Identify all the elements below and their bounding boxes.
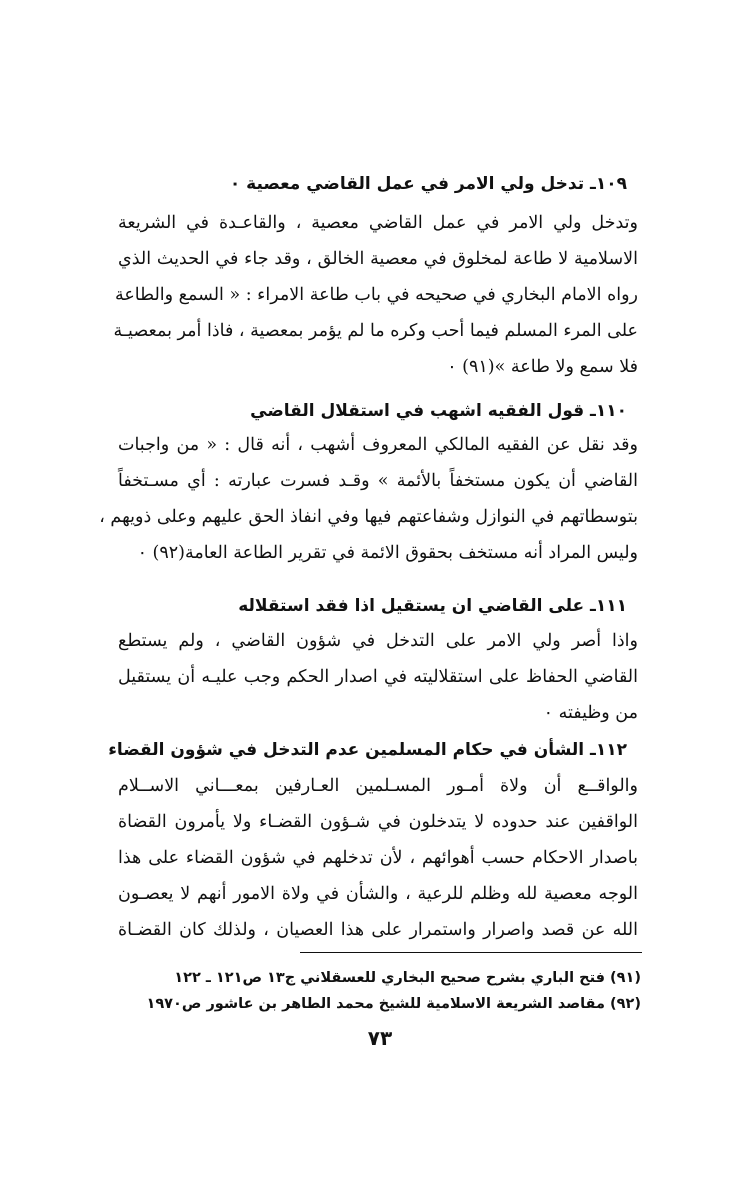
page-number: ٧٣ — [367, 1026, 393, 1050]
footnote-91: (٩١) فتح الباري بشرح صحيح البخاري للعسقلاني ج١٣ ص١٢١ ـ ١٢٢ — [174, 970, 641, 986]
section-body-111 — [118, 623, 638, 731]
section-body-110 — [99, 427, 638, 571]
section-body-112 — [118, 768, 638, 948]
text-line: واذا أصر ولي الامر على التدخل في شؤون القاضي ، ولم يستطع — [118, 631, 638, 651]
footnote-divider — [300, 952, 642, 953]
text-line: وليس المراد أنه مستخف بحقوق الائمة في تقرير الطاعة العامة(٩٢) ٠ — [137, 543, 638, 563]
footnote-92: (٩٢) مقاصد الشريعة الاسلامية للشيخ محمد الطاهر بن عاشور ص١٩٧٠ — [146, 996, 641, 1012]
text-line: على المرء المسلم فيما أحب وكره ما لم يؤمر بمعصية ، فاذا أمر بمعصيـة — [113, 321, 638, 341]
text-line: الله عن قصد واصرار واستمرار على هذا العصيان ، ولذلك كان القضـاة — [118, 920, 638, 940]
section-heading-110: ١١٠ـ قول الفقيه اشهب في استقلال القاضي — [250, 401, 627, 421]
text-line: الاسلامية لا طاعة لمخلوق في معصية الخالق ، وقد جاء في الحديث الذي — [118, 249, 638, 269]
text-line: فلا سمع ولا طاعة »(٩١) ٠ — [447, 357, 638, 377]
section-body-109 — [113, 205, 638, 385]
text-line: باصدار الاحكام حسب أهوائهم ، لأن تدخلهم في شؤون القضاء على هذا — [118, 848, 638, 868]
text-line: رواه الامام البخاري في صحيحه في باب طاعة الامراء : « السمع والطاعة — [114, 285, 638, 305]
text-line: الوجه معصية لله وظلم للرعية ، والشأن في ولاة الامور أنهم لا يعصـون — [118, 884, 638, 904]
section-heading-111: ١١١ـ على القاضي ان يستقيل اذا فقد استقلاله — [238, 596, 627, 616]
text-line: والواقــع أن ولاة أمـور المسـلمين العـارفين بمعـــاني الاســلام — [118, 776, 638, 796]
text-line: وتدخل ولي الامر في عمل القاضي معصية ، والقاعـدة في الشريعة — [118, 213, 638, 233]
section-heading-109: ١٠٩ـ تدخل ولي الامر في عمل القاضي معصية ٠ — [229, 174, 627, 194]
text-line: وقد نقل عن الفقيه المالكي المعروف أشهب ، أنه قال : « من واجبات — [118, 435, 638, 455]
section-heading-112: ١١٢ـ الشأن في حكام المسلمين عدم التدخل في شؤون القضاء — [108, 740, 627, 760]
text-line: من وظيفته ٠ — [543, 703, 638, 723]
text-line: القاضي أن يكون مستخفاً بالأئمة » وقـد فسرت عبارته : أي مسـتخفاً — [118, 471, 638, 491]
text-line: بتوسطاتهم في النوازل وشفاعتهم فيها وفي انفاذ الحق عليهم وعلى ذويهم ، — [99, 507, 638, 527]
text-line: الواقفين عند حدوده لا يتدخلون في شـؤون القضـاء ولا يأمرون القضاة — [118, 812, 638, 832]
text-line: القاضي الحفاظ على استقلاليته في اصدار الحكم وجب عليـه أن يستقيل — [118, 667, 638, 687]
